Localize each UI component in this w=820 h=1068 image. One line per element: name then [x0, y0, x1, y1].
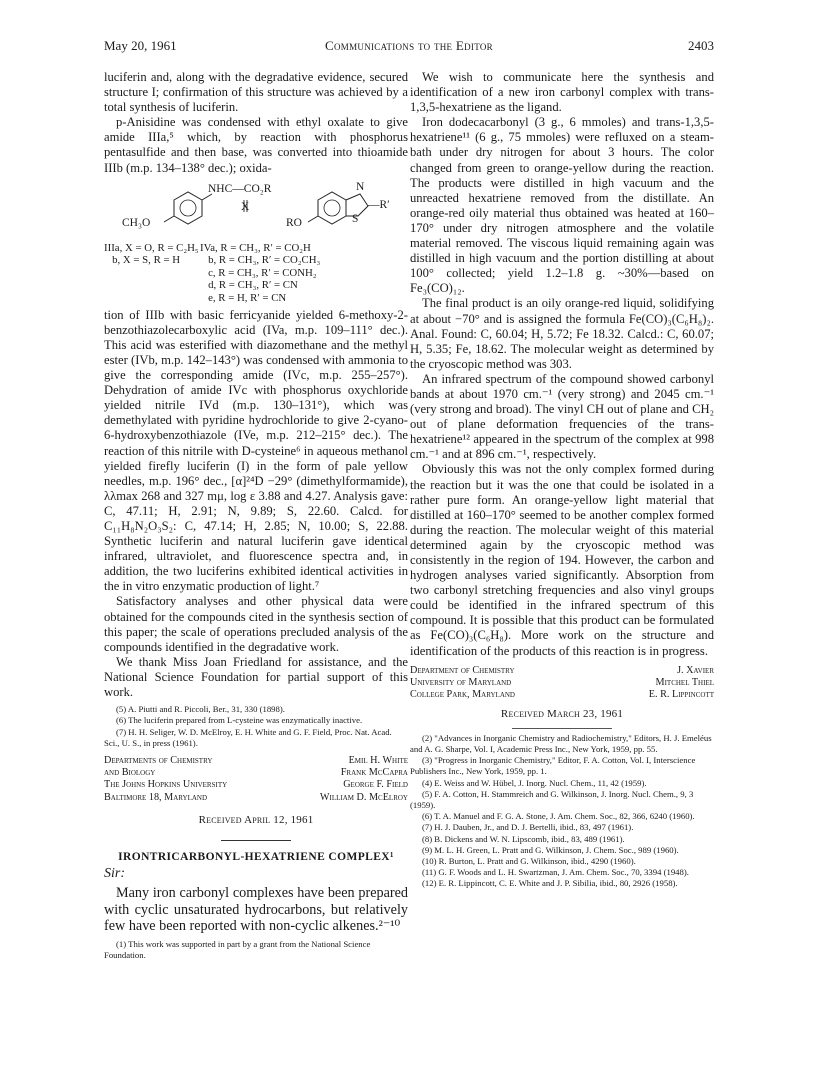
reference-item: (3) "Progress in Inorganic Chemistry," Editor, F. A. Cotton, Vol. I, Interscience Publishers Inc., New York, 1959, pp. 1.	[410, 755, 696, 777]
paragraph: tion of IIIb with basic ferricyanide yielded 6-methoxy-2-benzothiazolecarboxylic acid (IVa, m.p. 109–111° dec.). This acid was esterified with diazomethane and the methyl ester (IVb, m.p. 142–143°) was condensed with ammonia to give the corresponding amide (IVc, m.p. 255–257°). Dehydration of amide IVc with phosphorus oxychloride yielded nitrile IVd (m.p. 130–131°), which was demethylated with pyridine hydrochloride to give 2-cyano-6-hydroxybenzothiazole (IVe, m.p. 212–215° dec.). The reaction of this nitrile with D-cysteine⁶ in aqueous methanol yielded firefly luciferin (I) in the form of pale yellow needles, m.p. 196° dec., [α]²⁴D −29° (dimethylformamide), λλmax 268 and 327 mμ, log ε 3.88 and 4.27. Analysis gave: C, 47.11; H, 2.91; N, 9.89; S, 22.60. Calcd. for C₁₁H₈N₂O₃S₂: C, 47.14; H, 2.85; N, 10.00; S, 22.88. Synthetic luciferin and natural luciferin gave identical infrared, ultraviolet, and fluorescence spectra and, in addition, the two luciferins exhibited identical activities in the in vitro enzymatic production of light.⁷	[104, 307, 408, 594]
paragraph: luciferin and, along with the degradative evidence, secured structure I; confirmation of this structure was achieved by a total synthesis of luciferin.	[104, 70, 408, 115]
reference-item: (11) G. F. Woods and L. H. Swartzman, J. Am. Chem. Soc., 70, 3394 (1948).	[422, 867, 689, 878]
affiliation: Departments of Chemistry and Biology The Johns Hopkins University Baltimore 18, Maryland	[104, 754, 228, 803]
structure-label: RO	[286, 216, 302, 229]
reference-item: (2) "Advances in Inorganic Chemistry and Radiochemistry," Editors, H. J. Emeléus and A. G. Sharpe, Vol. I, Academic Press Inc., New York, 1959, pp. 55.	[410, 732, 712, 754]
affiliation: Department of Chemistry University of Maryland College Park, Maryland	[410, 664, 515, 701]
paragraph: Iron dodecacarbonyl (3 g., 6 mmoles) and trans-1,3,5-hexatriene¹¹ (6 g., 75 mmoles) were refluxed on a steam-bath under dry nitrogen for about 3 hours. The color changed from green to orange-yellow during the reaction. The products were distilled in high vacuum and the unreacted hexatriene removed from the distillate. An orange-red oily material thus obtained was heated at 160–170° under dry nitrogen atmosphere and the volatile material removed. The viscous liquid remaining again was distilled in high vacuum and the portion distilling at about 100° collected; yield 1.2–1.8 g. ~30%—based on Fe₃(CO)₁₂.	[410, 115, 714, 296]
author-names: Emil H. White Frank McCapra George F. Field William D. McElroy	[319, 754, 408, 803]
right-column	[410, 70, 714, 890]
reference-item: (5) F. A. Cotton, H. Stammreich and G. Wilkinson, J. Inorg. Nucl. Chem., 9, 3 (1959).	[410, 788, 694, 810]
paragraph: We wish to communicate here the synthesis and identification of a new iron carbonyl complex with trans-1,3,5-hexatriene as the ligand.	[410, 70, 714, 115]
reference-item: (7) H. J. Dauben, Jr., and D. J. Bertelli, ibid., 83, 497 (1961).	[422, 822, 634, 833]
header-date: May 20, 1961	[104, 38, 177, 53]
chemical-structures	[104, 178, 408, 242]
header-journal-section: Communications to the Editor	[325, 38, 493, 53]
compound-list	[104, 242, 408, 308]
paragraph: An infrared spectrum of the compound showed carbonyl bands at about 1970 cm.⁻¹ (very strong) and 2045 cm.⁻¹ (very strong and broad). The vinyl CH out of plane and CH₂ out of plane deformation frequencies of the trans-hexatriene¹² appeared in the spectrum of the complex at 998 cm.⁻¹ and at 896 cm.⁻¹, respectively.	[410, 371, 714, 462]
structure-label: NHC—CO₂R	[208, 182, 272, 195]
footnote: (5) A. Piutti and R. Piccoli, Ber., 31, 330 (1898).	[116, 704, 285, 715]
author-signature-block	[410, 665, 714, 705]
article-title: IRONTRICARBONYL-HEXATRIENE COMPLEX¹	[118, 851, 394, 863]
divider	[512, 728, 612, 729]
paragraph: Many iron carbonyl complexes have been prepared with cyclic unsaturated hydrocarbons, but relatively few have been reported with non-cyclic alkenes.²⁻¹⁰	[104, 885, 408, 935]
footnote: (6) The luciferin prepared from L-cysteine was enzymatically inactive.	[116, 715, 363, 726]
divider	[221, 840, 291, 841]
reference-item: (6) T. A. Manuel and F. G. A. Stone, J. Am. Chem. Soc., 82, 366, 6240 (1960).	[422, 811, 695, 822]
reference-item: (8) B. Dickens and W. N. Lipscomb, ibid., 83, 489 (1961).	[422, 833, 625, 844]
structure-label: X	[241, 200, 250, 213]
salutation: Sir:	[104, 866, 125, 881]
footnote: (1) This work was supported in part by a grant from the National Science Foundation.	[104, 938, 371, 961]
structure-label: S	[352, 212, 359, 225]
compound-list-iii: IIIa, X = O, R = C₂H₅ b, X = S, R = H	[104, 241, 199, 267]
paragraph: The final product is an oily orange-red liquid, solidifying at about −70° and is assigned the formula Fe(CO)₃(C₆H₈)₂. Anal. Found: C, 60.04; H, 5.72; Fe 18.32. Calcd.: C, 60.07; H, 5.35; Fe, 18.62. The molecular weight as determined by the cryoscopic method was 303.	[410, 296, 714, 371]
reference-item: (9) M. L. H. Green, L. Pratt and G. Wilkinson, J. Chem. Soc., 989 (1960).	[422, 844, 679, 855]
intro-block	[104, 885, 408, 935]
compound-list-iv: IVa, R = CH₃, R′ = CO₂H b, R = CH₃, R′ = CO₂CH₃ c, R = CH₃, R′ = CONH₂ d, R = CH₃, R′ = CN e, R = H, R′ = CN	[200, 241, 321, 305]
structure-label: CH₃O	[122, 216, 151, 229]
paragraph: Obviously this was not the only complex formed during the reaction but it was the one that could be isolated in a rather pure form. An orange-yellow light material that distilled at 160–170° seemed to be another complex formed during the reaction. The molecular weight of this material determined again by the cryoscopic method was consistently in the region of 194. However, the carbon and hydrogen analyses varied significantly. Absorption from two carbonyl stretching frequencies and also vinyl groups could be identified in the infrared spectrum of this compound. It is possible that this product can be formulated as Fe(CO)₃(C₆H₈). More work on the structure and identification of the products of this reaction is in progress.	[410, 462, 714, 658]
reference-item: (4) E. Weiss and W. Hübel, J. Inorg. Nucl. Chem., 11, 42 (1959).	[422, 777, 647, 788]
footnote: (7) H. H. Seliger, W. D. McElroy, E. H. White and G. F. Field, Proc. Nat. Acad. Sci., U. S., in press (1961).	[104, 726, 392, 748]
structure-label: N	[356, 180, 365, 193]
paragraph: p-Anisidine was condensed with ethyl oxalate to give amide IIIa,⁵ which, by reaction with phosphorus pentasulfide and then base, was converted into thioamide IIIb (m.p. 134–138° dec.); oxida-	[104, 115, 408, 175]
paragraph: Satisfactory analyses and other physical data were obtained for the compounds cited in the synthesis section of this paper; the scale of operations precluded analysis of the compounds identified in the degradative work.	[104, 594, 408, 654]
author-signature-block	[104, 755, 408, 811]
left-column	[104, 70, 408, 961]
page-header	[104, 38, 714, 56]
header-page-number: 2403	[688, 38, 714, 53]
received-date: Received March 23, 1961	[500, 707, 624, 720]
paragraph: We thank Miss Joan Friedland for assistance, and the National Science Foundation for partial support of this work.	[104, 654, 408, 699]
received-date: Received April 12, 1961	[198, 813, 314, 826]
structure-label: —R′	[368, 198, 390, 211]
reference-item: (10) R. Burton, L. Pratt and G. Wilkinson, ibid., 4290 (1960).	[422, 855, 636, 866]
reference-item: (12) E. R. Lippincott, C. E. White and J. P. Sibilia, ibid., 80, 2926 (1958).	[422, 878, 678, 889]
author-names: J. Xavier Mitchel Thiel E. R. Lippincott	[648, 664, 714, 701]
reference-list	[410, 733, 714, 890]
